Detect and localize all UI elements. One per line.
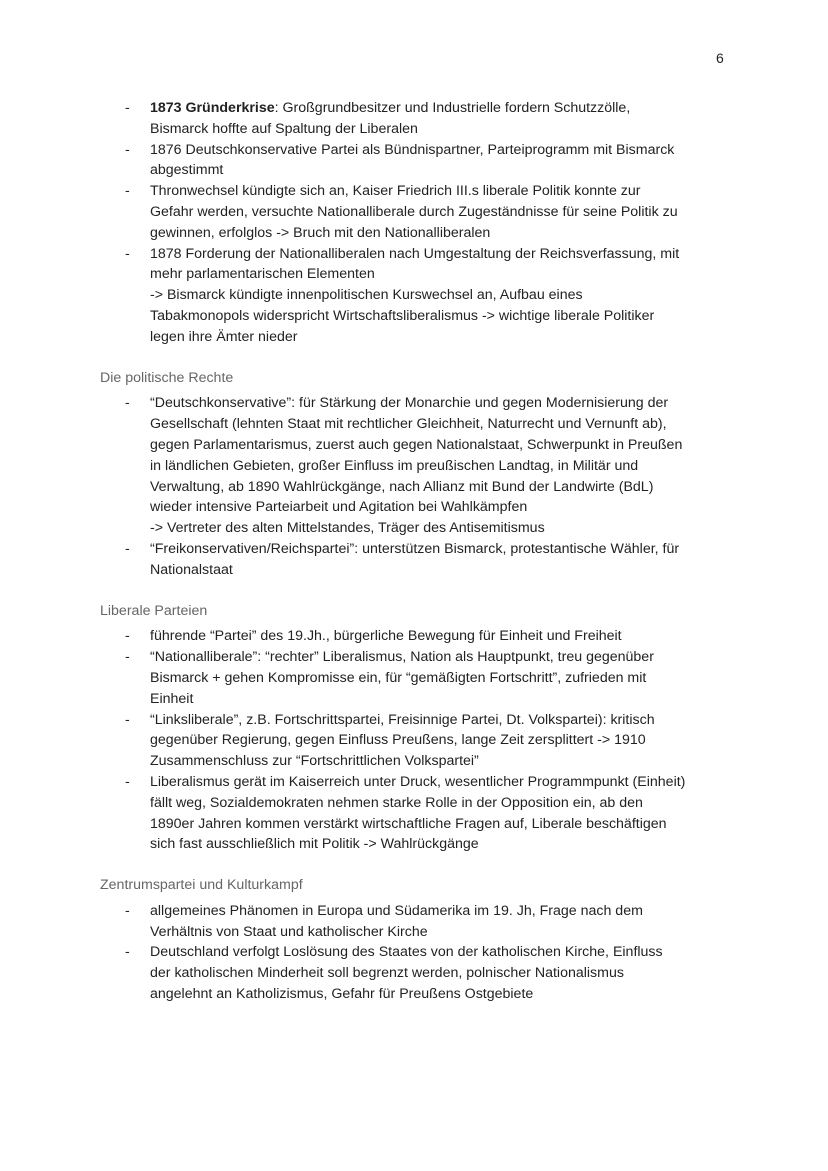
bullet-dash: - (125, 711, 130, 728)
text-line: “Freikonservativen/Reichspartei”: unterstützen Bismarck, protestantische Wähler, für (150, 540, 680, 557)
list-item (100, 942, 740, 1004)
section-bullet-list (100, 626, 740, 855)
text-line: Deutschland verfolgt Loslösung des Staates von der katholischen Kirche, Einfluss (150, 944, 663, 961)
text-line: Bismarck hoffte auf Spaltung der Liberalen (150, 120, 418, 137)
text-line: “Deutschkonservative”: für Stärkung der Monarchie und gegen Modernisierung der (150, 395, 669, 412)
intro-bullet-list (100, 98, 740, 348)
text-line: abgestimmt (150, 162, 224, 179)
text-line: 1878 Forderung der Nationalliberalen nach Umgestaltung der Reichsverfassung, mit (150, 245, 680, 262)
text-line: Einheit (150, 690, 194, 707)
list-item (100, 772, 740, 855)
text-line: Verhältnis von Staat und katholischer Kirche (150, 923, 428, 940)
bullet-dash: - (125, 183, 130, 200)
list-item (100, 393, 740, 539)
sections-container (100, 368, 740, 1005)
text-line: angelehnt an Katholizismus, Gefahr für Preußens Ostgebiete (150, 986, 534, 1003)
text-line: Gefahr werden, versuchte Nationalliberale durch Zugeständnisse für seine Politik zu (150, 203, 678, 220)
text-line: 1876 Deutschkonservative Partei als Bündnispartner, Parteiprogramm mit Bismarck (150, 141, 675, 158)
bold-term: 1873 Gründerkrise (150, 100, 275, 116)
bullet-dash: - (125, 395, 130, 412)
section-bullet-list (100, 901, 740, 1005)
text-line: mehr parlamentarischen Elementen (150, 266, 375, 283)
text-line: allgemeines Phänomen in Europa und Südamerika im 19. Jh, Frage nach dem (150, 902, 643, 919)
bullet-dash: - (125, 649, 130, 666)
list-item (100, 140, 740, 182)
bullet-dash: - (125, 944, 130, 961)
text-line: Gesellschaft (lehnten Staat mit rechtlicher Gleichheit, Naturrecht und Vernunft ab), (150, 416, 667, 433)
text-line: gegenüber Regierung, gegen Einfluss Preußens, lange Zeit zersplittert -> 1910 (150, 732, 646, 749)
text-line: Verwaltung, ab 1890 Wahlrückgänge, nach Allianz mit Bund der Landwirte (BdL) (150, 478, 654, 495)
text-line: 1890er Jahren kommen verstärkt wirtschaftliche Fragen auf, Liberale beschäftigen (150, 815, 667, 832)
document-body (100, 98, 740, 1005)
text-line: Liberalismus gerät im Kaiserreich unter Druck, wesentlicher Programmpunkt (Einheit) (150, 773, 686, 790)
text-line: wieder intensive Parteiarbeit und Agitation bei Wahlkämpfen (150, 499, 528, 516)
text-line: gegen Parlamentarismus, zuerst auch gegen Nationalstaat, Schwerpunkt in Preußen (150, 436, 683, 453)
list-item (100, 901, 740, 943)
section-heading: Zentrumspartei und Kulturkampf (100, 877, 303, 894)
bullet-dash: - (125, 100, 130, 116)
text-line: Thronwechsel kündigte sich an, Kaiser Friedrich III.s liberale Politik konnte zur (150, 183, 641, 200)
section-heading: Liberale Parteien (100, 602, 208, 619)
text-line: gewinnen, erfolglos -> Bruch mit den Nationalliberalen (150, 224, 491, 241)
list-item (100, 710, 740, 772)
list-item (100, 647, 740, 709)
text-line: “Linksliberale”, z.B. Fortschrittspartei, Freisinnige Partei, Dt. Volkspartei): kritisch (150, 711, 655, 728)
text-line: in ländlichen Gebieten, großer Einfluss im preußischen Landtag, in Militär und (150, 457, 639, 474)
list-item (100, 244, 740, 348)
list-item (100, 539, 740, 581)
bullet-dash: - (125, 628, 130, 645)
bullet-dash: - (125, 540, 130, 557)
text-line: Bismarck + gehen Kompromisse ein, für “gemäßigten Fortschritt”, zufrieden mit (150, 669, 647, 686)
page-number: 6 (716, 50, 724, 66)
text-line: Tabakmonopols widerspricht Wirtschaftsliberalismus -> wichtige liberale Politiker (150, 307, 655, 324)
list-item (100, 98, 740, 140)
text-line: -> Bismarck kündigte innenpolitischen Kurswechsel an, Aufbau eines (150, 287, 583, 304)
text-line: 1873 Gründerkrise: Großgrundbesitzer und Industrielle fordern Schutzzölle, (150, 100, 631, 116)
text-line: fällt weg, Sozialdemokraten nehmen starke Rolle in der Opposition ein, ab den (150, 794, 643, 811)
text-line: -> Vertreter des alten Mittelstandes, Träger des Antisemitismus (150, 520, 545, 537)
list-item (100, 626, 740, 647)
bullet-dash: - (125, 141, 130, 158)
section-bullet-list (100, 393, 740, 580)
bullet-dash: - (125, 245, 130, 262)
text-line: “Nationalliberale”: “rechter” Liberalismus, Nation als Hauptpunkt, treu gegenüber (150, 649, 654, 666)
text-line: der katholischen Minderheit soll begrenzt werden, polnischer Nationalismus (150, 965, 624, 982)
list-item (100, 181, 740, 243)
text-line: legen ihre Ämter nieder (150, 328, 298, 345)
section-heading: Die politische Rechte (100, 369, 234, 386)
bullet-dash: - (125, 773, 130, 790)
text-line: Zusammenschluss zur “Fortschrittlichen Volkspartei” (150, 753, 479, 770)
bullet-dash: - (125, 902, 130, 919)
text-line: Nationalstaat (150, 561, 233, 578)
text-line: führende “Partei” des 19.Jh., bürgerliche Bewegung für Einheit und Freiheit (150, 628, 622, 645)
text-line: sich fast ausschließlich mit Politik -> Wahlrückgänge (150, 836, 479, 853)
